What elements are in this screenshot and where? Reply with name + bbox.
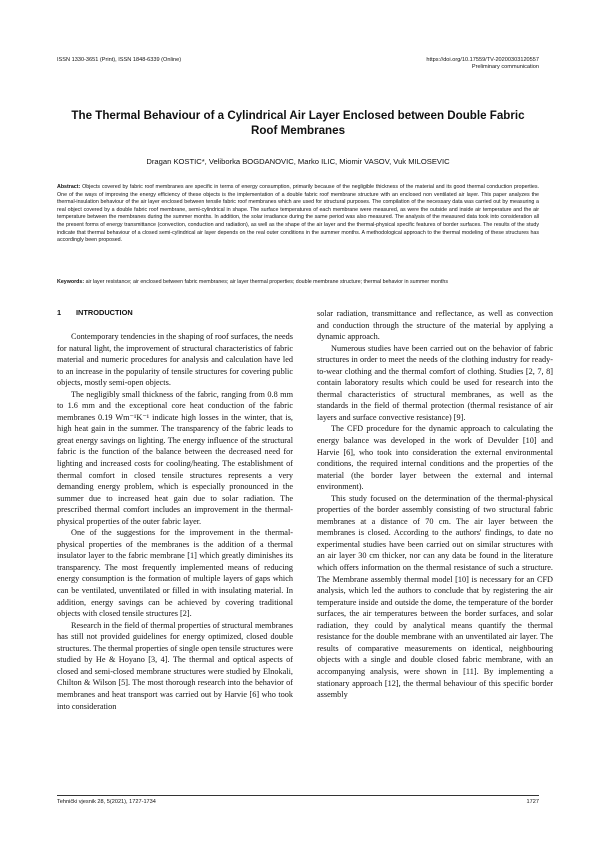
body-paragraph: The CFD procedure for the dynamic approach to calculating the energy balance was developed in the work of Devulder [10] and Harvie [6], who took into consideration the external environmental conditions, the required internal conditions and the properties of the material (the border layer between the external and internal environment).	[317, 424, 553, 492]
author-list: Dragan KOSTIC*, Veliborka BOGDANOVIC, Marko ILIC, Miomir VASOV, Vuk MILOSEVIC	[146, 157, 450, 166]
left-column	[57, 308, 293, 712]
footer-divider	[57, 795, 539, 796]
abstract	[57, 184, 539, 245]
article-type: Preliminary communication	[471, 64, 539, 70]
doi-link[interactable]: https://doi.org/10.17559/TV-20200303120557	[426, 57, 539, 63]
issn-text: ISSN 1330-3651 (Print), ISSN 1848-6339 (Online)	[57, 57, 182, 63]
section-heading	[57, 308, 293, 318]
body-paragraph-continued: solar radiation, transmittance and reflectance, as well as convection and conduction through the structure of the material by applying a dynamic approach.	[317, 309, 553, 342]
body-paragraph: The negligibly small thickness of the fabric, ranging from 0.8 mm to 1.6 mm and the exceptional core heat conduction of the fabric membranes 0.19 Wm⁻¹K⁻¹ indicate high losses in the winter, that is, high heat gain in the summer. The transparency of the fabric leads to great energy savings on lighting. The energy influence of the structural fabric is the function of the balance between the decreased need for lighting and increased costs for cooling/heating. The establishment of thermal comfort in closed tensile structures represents a very demanding energy problem, which is especially pronounced in the summer due to increased heat gain due to solar radiation. The prescribed thermal comfort includes an improvement in the thermal-physical properties of the outer fabric layer.	[57, 389, 293, 526]
body-paragraph: Research in the field of thermal properties of structural membranes has still not provided guidelines for energy optimized, closed double structures. The thermal properties of single open tensile structures were studied by He & Hoyano [3, 4]. The thermal and optical aspects of closed and semi-closed membrane structures were studied by Elnokali, Chilton & Wilson [5]. The most thorough research into the behavior of membranes and heat transport was carried out by Harvie [6] who took into consideration	[57, 620, 293, 711]
body-paragraph: One of the suggestions for the improvement in the thermal-physical properties of the membranes is the addition of a thermal insulator layer to the fabric membrane [1] which greatly diminishes its transparency. The most frequently implemented means of reducing energy consumption is the formation of multiple layers of gaps which can be ventilated, unventilated or filled in with insulating material. In addition, energy savings can be achieved by covering traditional objects with closed tensile structures [2].	[57, 528, 293, 619]
paper-title: The Thermal Behaviour of a Cylindrical Air Layer Enclosed between Double Fabric Roof Membranes	[71, 109, 525, 137]
journal-citation: Tehnički vjesnik 28, 5(2021), 1727-1734	[57, 799, 156, 805]
keywords-text: air layer resistance; air enclosed between fabric membranes; air layer thermal properties; double membrane structure; thermal behavior in summer months	[85, 279, 448, 285]
abstract-label: Abstract:	[57, 184, 81, 190]
issn-header	[57, 57, 181, 64]
body-paragraph: Contemporary tendencies in the shaping of roof surfaces, the needs for natural light, the improvement of structural characteristics of fabric material and numeric procedures for analysis and calculation have led to an increase in the popularity of tensile structures for covering public objects, mostly semi-open objects.	[57, 332, 293, 388]
section-number: 1	[57, 308, 62, 317]
doi-header	[426, 57, 539, 71]
page-number: 1727	[526, 799, 539, 805]
keywords	[57, 279, 539, 287]
right-column	[317, 308, 553, 701]
abstract-text: Objects covered by fabric roof membranes are specific in terms of energy consumption, primarily because of the negligible thickness of the material and its good thermal conduction properties. One of the ways of improving the energy efficiency of these objects is the implementation of a double fabric roof membrane structure with an enclosed non ventilated air layer. This paper analyzes the thermal-insulation behaviour of the air layer enclosed between tensile fabric roof membranes which are used for structural purposes. The compilation of the necessary data was carried out by measuring a real object covered by a double fabric roof membrane, semi-cylindrical in shape. The surface temperatures of each membrane were measured, as were the outside and inside air temperature and the air temperature between the membranes during the summer months. In addition, the solar irradiance during the same period was also measured. The analysis of the measured data took into consideration all the present forms of energy transmittance (convection, conduction and radiation), as well as the shape of the air layer and the thermal-physical specific features of border surfaces. The results of the study indicate that thermal behaviour of a closed semi-cylindrical air layer depends on the real outer conditions in the summer months. A methodological approach to the thermal modeling of these structures has accordingly been proposed.	[57, 184, 539, 244]
body-paragraph: This study focused on the determination of the thermal-physical properties of the border assembly consisting of two structural fabric membranes at a distance of 70 cm. The air layer between the membranes is closed. According to the authors' findings, to date no experimental studies have been carried out on similar structures with an air layer 30 cm thicker, nor can any data be found in the literature which offers information on the thermal resistance of such a structure. The Membrane assembly thermal model [10] is necessary for an CFD analysis, which led the authors to conclude that by registering the air temperature inside and outside the dome, the temperature of the border surfaces, the air temperatures between the border surfaces, and solar radiation, they could by analytical means quantify the thermal resistance for the double membrane with an unventilated air layer. The results of comparative measurements on identical, neighbouring objects with a single and double closed fabric membrane, with an accompanying analysis, were shown in [11]. By implementing a stationary approach [12], the thermal behaviour of this specific border assembly	[317, 493, 553, 700]
body-paragraph: Numerous studies have been carried out on the behavior of fabric structures in order to meet the needs of the clothing industry for ready-to-wear clothing and the thermal comfort of clothing. Studies [2, 7, 8] contain laboratory results which could be used for research into the thermal characteristics of structural membranes, as well as the standards in the field of thermal protection (thermal resistance of air layers and surface convective resistance) [9].	[317, 343, 553, 422]
keywords-label: Keywords:	[57, 279, 85, 285]
section-title: INTRODUCTION	[76, 308, 133, 317]
